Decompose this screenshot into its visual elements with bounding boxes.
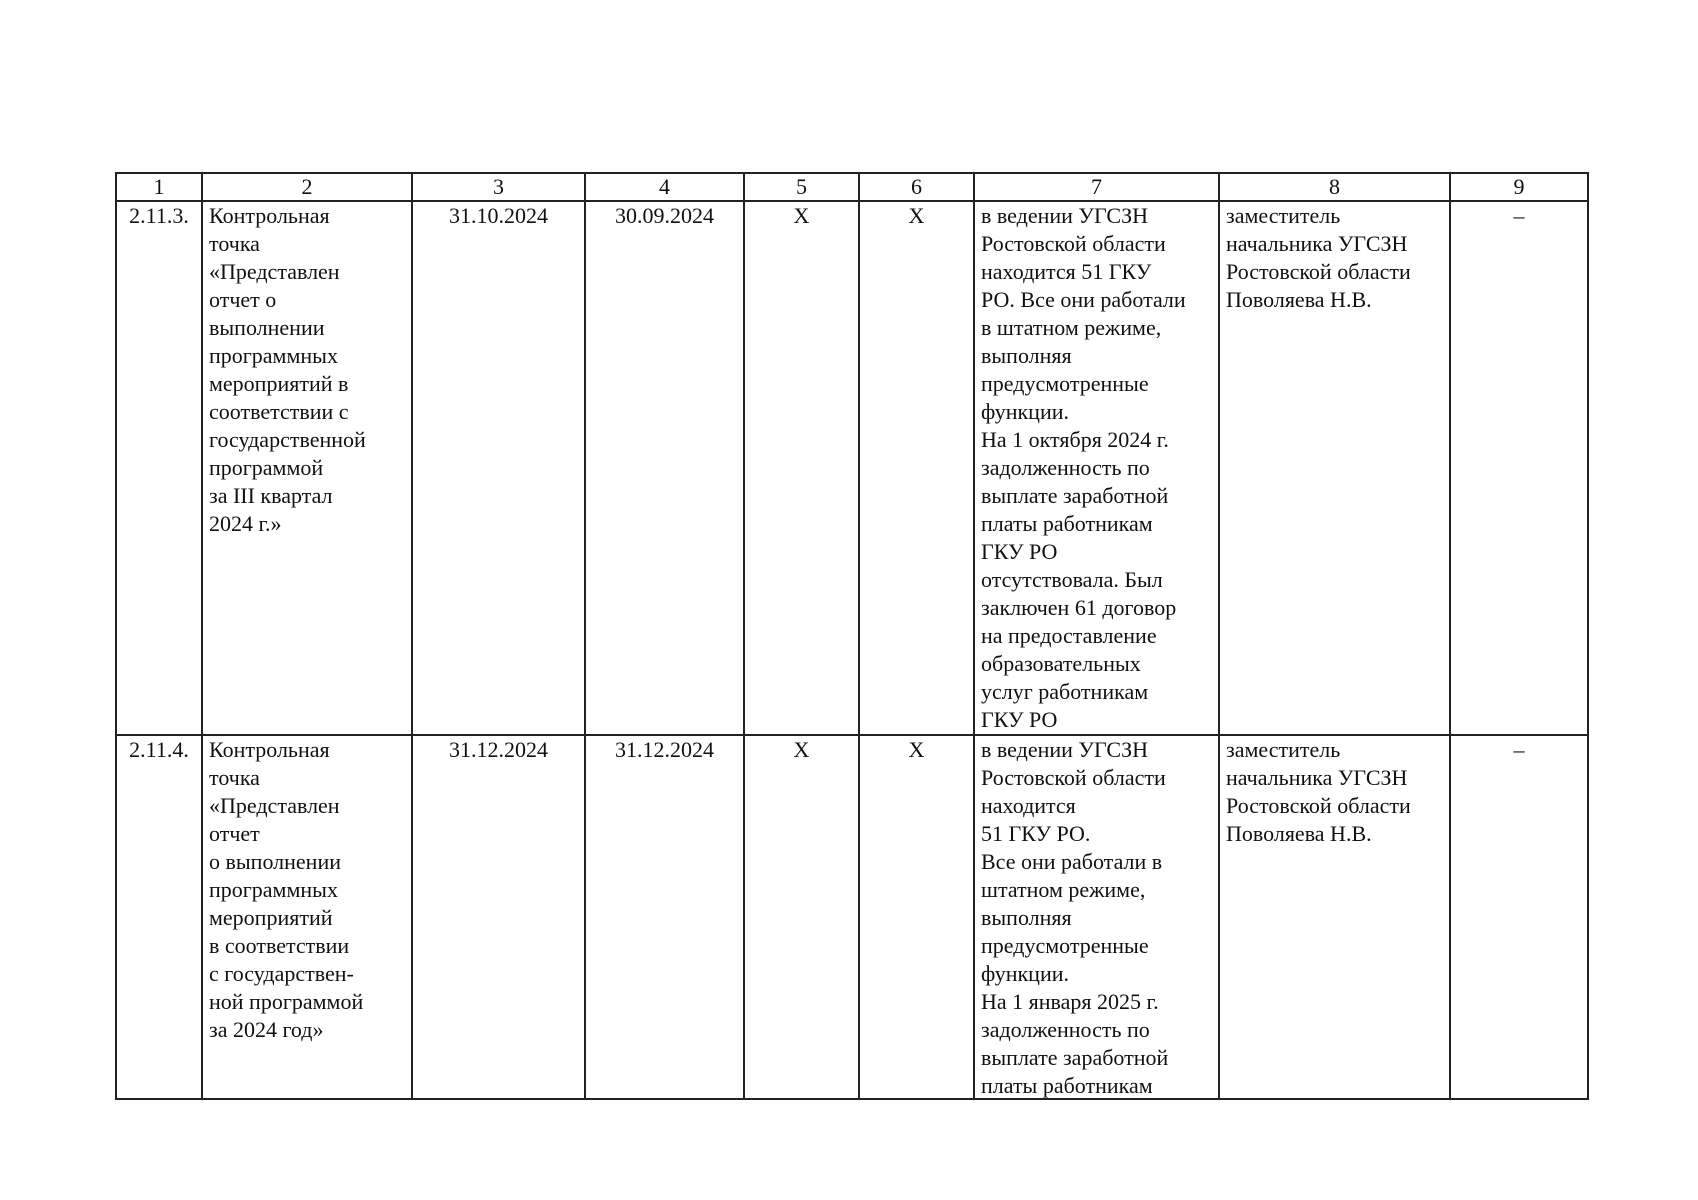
responsible-person-lines: [1226, 736, 1443, 848]
header-cell: 1: [116, 173, 202, 201]
cell-line: Поволяева Н.В.: [1226, 821, 1372, 846]
cell-line: заместитель: [1226, 737, 1341, 762]
actual-date: 30.09.2024: [585, 201, 744, 735]
event-name: [202, 201, 412, 735]
responsible-person-lines: [1226, 202, 1443, 314]
cell-line: Все они работали в: [981, 849, 1163, 874]
cell-line: РО. Все они работали: [981, 287, 1186, 312]
table-row: [116, 735, 1588, 1099]
cell-line: государственной: [209, 427, 366, 452]
cell-line: ГКУ РО: [981, 539, 1058, 564]
cell-line: точка: [209, 231, 260, 256]
cell-line: заключен 61 договор: [981, 595, 1177, 620]
cell-line: отсутствовала. Был: [981, 567, 1163, 592]
table-row: [116, 201, 1588, 735]
cell-line: отчет: [209, 821, 260, 846]
cell-line: На 1 января 2025 г.: [981, 989, 1159, 1014]
cell-line: «Представлен: [209, 259, 340, 284]
actual-date: 31.12.2024: [585, 735, 744, 1099]
cell-line: о выполнении: [209, 849, 341, 874]
cell-line: соответствии с: [209, 399, 349, 424]
responsible-person: [1219, 735, 1450, 1099]
cell-line: заместитель: [1226, 203, 1341, 228]
cell-line: начальника УГСЗН: [1226, 765, 1408, 790]
cell-line: На 1 октября 2024 г.: [981, 427, 1169, 452]
cell-line: отчет о: [209, 287, 277, 312]
planned-date: 31.12.2024: [412, 735, 585, 1099]
cell-line: Ростовской области: [1226, 259, 1411, 284]
cell-line: ГКУ РО: [981, 707, 1058, 732]
cell-line: выполнении: [209, 315, 325, 340]
cell-line: Контрольная: [209, 737, 330, 762]
report-table: [115, 172, 1589, 1100]
result-text-lines: [981, 736, 1212, 1098]
cell-line: с государствен-: [209, 961, 354, 986]
row-number: 2.11.3.: [116, 201, 202, 735]
row-number: 2.11.4.: [116, 735, 202, 1099]
cell-line: выполняя: [981, 905, 1072, 930]
header-cell: 8: [1219, 173, 1450, 201]
cell-line: точка: [209, 765, 260, 790]
table-header-row: [116, 173, 1588, 201]
cell-line: задолженность по: [981, 455, 1150, 480]
header-cell: 9: [1450, 173, 1588, 201]
cell-line: выплате заработной: [981, 483, 1169, 508]
event-name-lines: [209, 736, 405, 1044]
cell-line: функции.: [981, 399, 1069, 424]
result-text-clip: [981, 736, 1212, 1098]
cell-line: в штатном режиме,: [981, 315, 1162, 340]
event-name-lines: [209, 202, 405, 538]
result-text: [974, 201, 1219, 735]
cell-line: 2024 г.»: [209, 511, 282, 536]
cell-line: 51 ГКУ РО.: [981, 821, 1091, 846]
cell-line: за III квартал: [209, 483, 333, 508]
cell-line: Ростовской области: [1226, 793, 1411, 818]
cell-line: выполняя: [981, 343, 1072, 368]
cell-line: штатном режиме,: [981, 877, 1146, 902]
col9-value: –: [1450, 201, 1588, 735]
col6-mark: X: [859, 201, 974, 735]
cell-line: услуг работникам: [981, 679, 1149, 704]
cell-line: предусмотренные: [981, 933, 1149, 958]
cell-line: в ведении УГСЗН: [981, 203, 1148, 228]
cell-line: программой: [209, 455, 324, 480]
col5-mark: X: [744, 201, 859, 735]
cell-line: начальника УГСЗН: [1226, 231, 1408, 256]
planned-date: 31.10.2024: [412, 201, 585, 735]
cell-line: предусмотренные: [981, 371, 1149, 396]
result-text: [974, 735, 1219, 1099]
header-cell: 3: [412, 173, 585, 201]
header-cell: 2: [202, 173, 412, 201]
cell-line: задолженность по: [981, 1017, 1150, 1042]
cell-line: Ростовской области: [981, 765, 1166, 790]
result-text-lines: [981, 202, 1212, 734]
header-cell: 7: [974, 173, 1219, 201]
cell-line: «Представлен: [209, 793, 340, 818]
header-cell: 4: [585, 173, 744, 201]
cell-line: мероприятий в: [209, 371, 349, 396]
header-cell: 5: [744, 173, 859, 201]
cell-line: Ростовской области: [981, 231, 1166, 256]
cell-line: находится 51 ГКУ: [981, 259, 1152, 284]
cell-line: за 2024 год»: [209, 1017, 324, 1042]
col9-value: –: [1450, 735, 1588, 1099]
cell-line: Поволяева Н.В.: [1226, 287, 1372, 312]
cell-line: платы работникам: [981, 511, 1153, 536]
cell-line: программных: [209, 343, 338, 368]
cell-line: функции.: [981, 961, 1069, 986]
cell-line: мероприятий: [209, 905, 333, 930]
cell-line: находится: [981, 793, 1076, 818]
cell-line: ной программой: [209, 989, 364, 1014]
col6-mark: X: [859, 735, 974, 1099]
cell-line: программных: [209, 877, 338, 902]
cell-line: Контрольная: [209, 203, 330, 228]
responsible-person: [1219, 201, 1450, 735]
cell-line: платы работникам: [981, 1073, 1153, 1098]
cell-line: в ведении УГСЗН: [981, 737, 1148, 762]
cell-line: в соответствии: [209, 933, 350, 958]
cell-line: образовательных: [981, 651, 1141, 676]
header-cell: 6: [859, 173, 974, 201]
cell-line: выплате заработной: [981, 1045, 1169, 1070]
col5-mark: X: [744, 735, 859, 1099]
event-name: [202, 735, 412, 1099]
cell-line: на предоставление: [981, 623, 1157, 648]
